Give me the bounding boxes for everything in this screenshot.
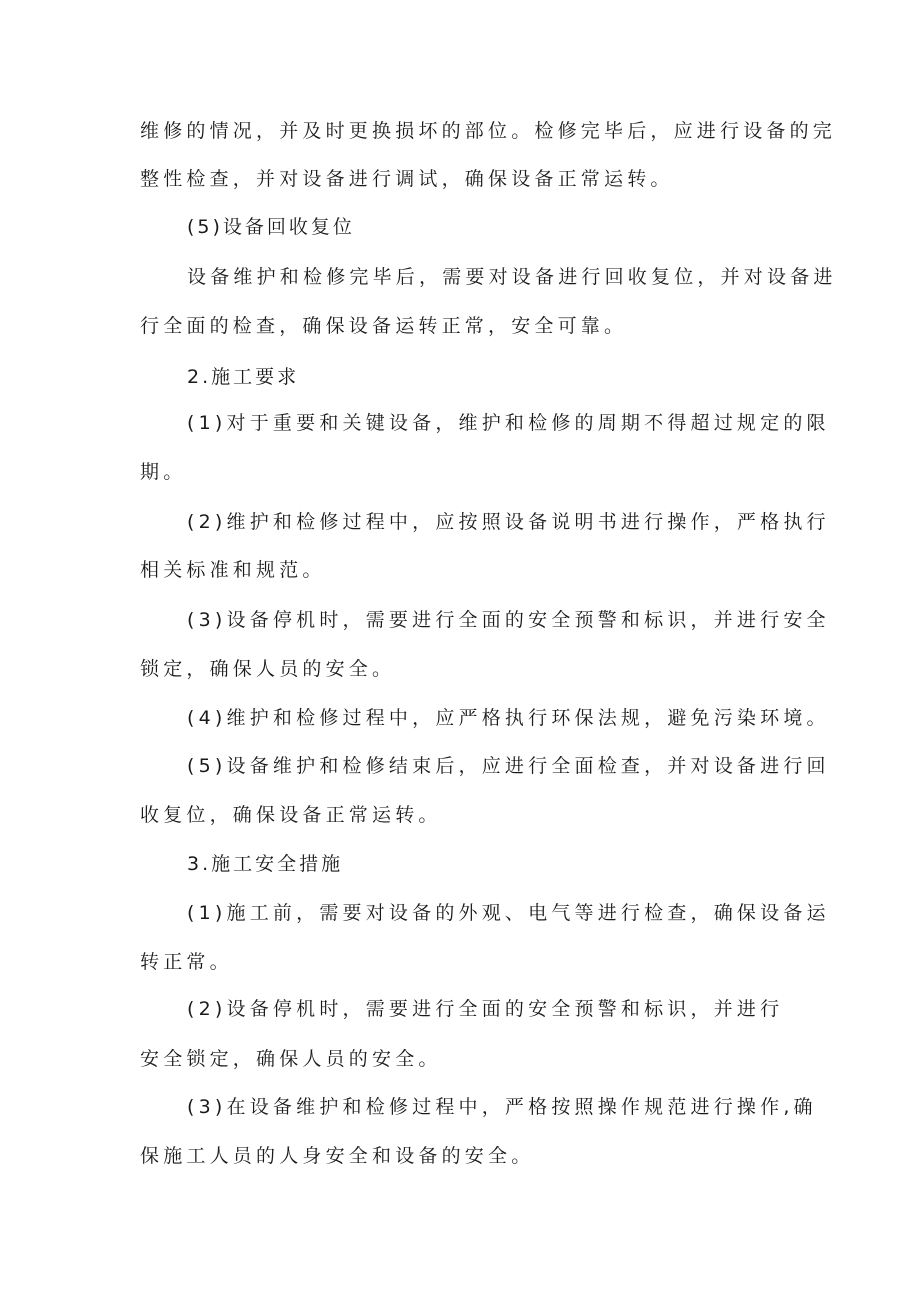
paragraph-line: (5)设备维护和检修结束后，应进行全面检查，并对设备进行回 (187, 755, 830, 777)
paragraph-line: 收复位，确保设备正常运转。 (140, 804, 442, 826)
paragraph-line: 整性检查，并对设备进行调试，确保设备正常运转。 (140, 168, 674, 190)
paragraph-line: 设备维护和检修完毕后，需要对设备进行回收复位，并对设备进 (187, 266, 837, 288)
paragraph-line: (1)对于重要和关键设备，维护和检修的周期不得超过规定的限 (187, 412, 830, 434)
paragraph-line: (1)施工前，需要对设备的外观、电气等进行检查，确保设备运 (187, 902, 830, 924)
paragraph-line: 保施工人员的人身安全和设备的安全。 (140, 1145, 535, 1167)
paragraph-line: 相关标准和规范。 (140, 559, 326, 581)
paragraph-line: 期。 (140, 461, 187, 483)
section-heading: 2.施工要求 (187, 366, 300, 388)
paragraph-line: 安全锁定，确保人员的安全。 (140, 1048, 442, 1070)
paragraph-line: 维修的情况，并及时更换损坏的部位。检修完毕后，应进行设备的完 (140, 120, 837, 142)
subsection-heading: (5)设备回收复位 (187, 216, 355, 238)
paragraph-line: (2)维护和检修过程中，应按照设备说明书进行操作，严格执行 (187, 511, 830, 533)
paragraph-line: 行全面的检查，确保设备运转正常，安全可靠。 (140, 315, 628, 337)
paragraph-line: (4)维护和检修过程中，应严格执行环保法规，避免污染环境。 (187, 707, 830, 729)
paragraph-line: (3)在设备维护和检修过程中，严格按照操作规范进行操作,确 (187, 1096, 817, 1118)
paragraph-line: 锁定，确保人员的安全。 (140, 658, 396, 680)
paragraph-line: (2)设备停机时，需要进行全面的安全预警和标识，并进行 (187, 998, 784, 1020)
paragraph-line: 转正常。 (140, 951, 233, 973)
section-heading: 3.施工安全措施 (187, 853, 344, 875)
paragraph-line: (3)设备停机时，需要进行全面的安全预警和标识，并进行安全 (187, 609, 830, 631)
